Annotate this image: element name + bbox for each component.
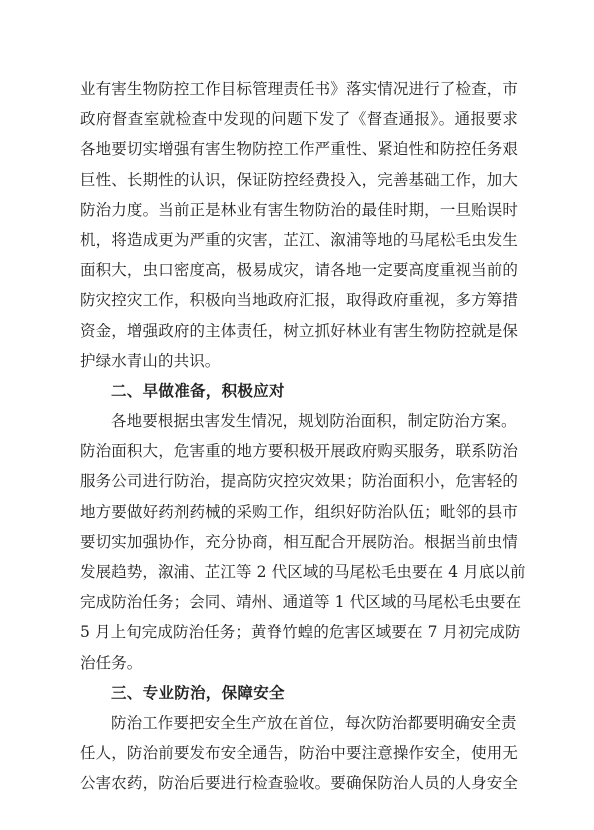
text-line: 公害农药，防治后要进行检查验收。要确保防治人员的人身安全 [80, 774, 518, 793]
paragraph-first-line: 各地要根据虫害发生情况，规划防治面积，制定防治方案。 [111, 412, 517, 431]
text-line: 防治面积大，危害重的地方要积极开展政府购买服务，联系防治 [80, 442, 518, 461]
text-line: 任人，防治前要发布安全通告，防治中要注意操作安全，使用无 [80, 744, 518, 763]
text-line: 要切实加强协作，充分协商，相互配合开展防治。根据当前虫情 [80, 532, 518, 551]
section-heading: 二、早做准备，积极应对 [111, 380, 285, 400]
text-line: 地方要做好药剂药械的采购工作，组织好防治队伍；毗邻的县市 [80, 502, 518, 521]
text-line: 防治力度。当前正是林业有害生物防治的最佳时期，一旦贻误时 [80, 200, 518, 219]
text-line: 巨性、长期性的认识，保证防控经费投入，完善基础工作，加大 [80, 170, 518, 189]
text-line: 防灾控灾工作，积极向当地政府汇报，取得政府重视，多方筹措 [80, 291, 518, 310]
text-line: 发展趋势，溆浦、芷江等 2 代区域的马尾松毛虫要在 4 月底以前 [80, 563, 526, 581]
text-line: 机，将造成更为严重的灾害，芷江、溆浦等地的马尾松毛虫发生 [80, 230, 518, 249]
text-line: 业有害生物防控工作目标管理责任书》落实情况进行了检查，市 [80, 80, 518, 98]
text-line: 护绿水青山的共识。 [80, 351, 221, 370]
section-heading: 三、专业防治，保障安全 [111, 682, 285, 702]
paragraph-first-line: 防治工作要把安全生产放在首位，每次防治都要明确安全责 [111, 713, 517, 732]
text-line: 面积大，虫口密度高，极易成灾，请各地一定要高度重视当前的 [80, 261, 518, 280]
text-line: 治任务。 [80, 653, 143, 672]
text-line: 资金，增强政府的主体责任，树立抓好林业有害生物防控就是保 [80, 321, 518, 340]
document-body [80, 74, 526, 799]
text-line: 各地要切实增强有害生物防控工作严重性、紧迫性和防控任务艰 [80, 140, 518, 159]
text-line: 服务公司进行防治，提高防灾控灾效果；防治面积小，危害轻的 [80, 472, 518, 491]
text-line: 5 月上旬完成防治任务；黄脊竹蝗的危害区域要在 7 月初完成防 [80, 623, 521, 642]
text-line: 完成防治任务；会同、靖州、通道等 1 代区域的马尾松毛虫要在 [80, 593, 522, 612]
text-line: 政府督查室就检查中发现的问题下发了《督查通报》。通报要求 [80, 110, 518, 129]
